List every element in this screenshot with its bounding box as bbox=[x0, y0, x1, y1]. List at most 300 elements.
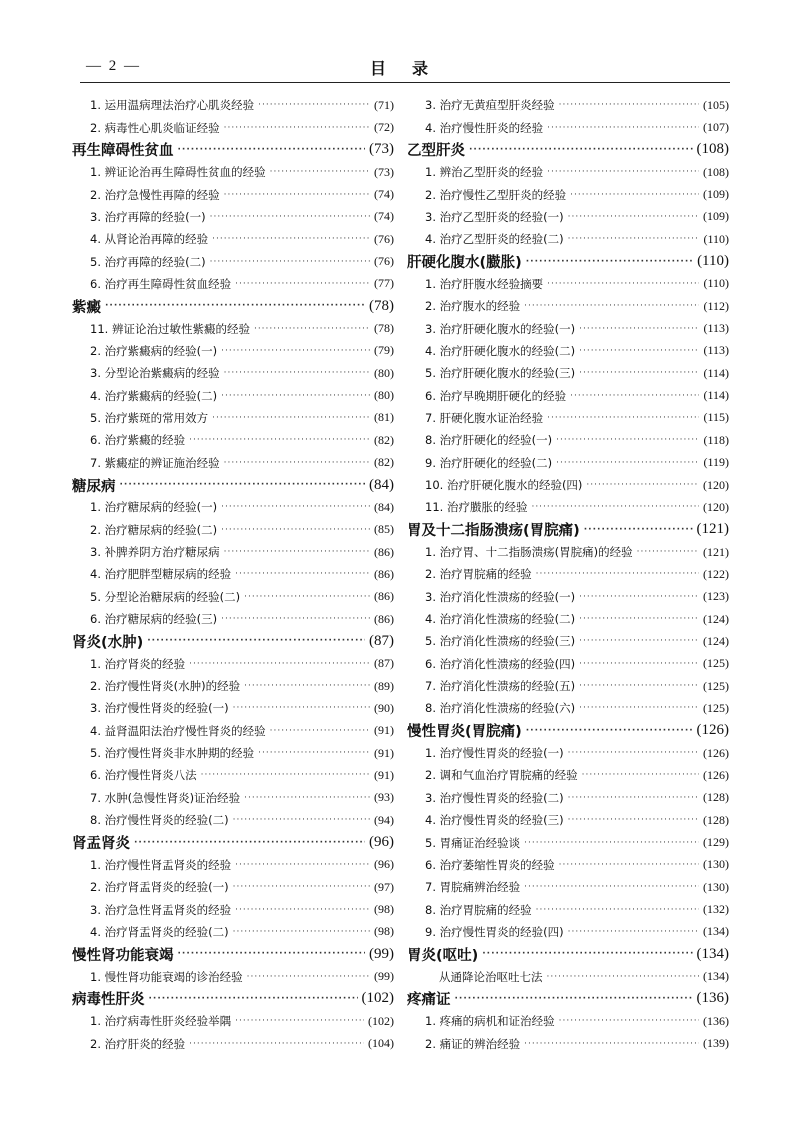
dot-leader bbox=[235, 1016, 364, 1026]
dot-leader bbox=[531, 502, 699, 512]
toc-page-number: (123) bbox=[703, 589, 729, 604]
dot-leader bbox=[221, 614, 370, 624]
dot-leader bbox=[637, 547, 699, 557]
dot-leader bbox=[244, 592, 370, 602]
toc-entry-title: 6. 治疗紫癜的经验 bbox=[90, 433, 186, 448]
dot-leader bbox=[524, 882, 699, 892]
toc-entry bbox=[407, 474, 729, 496]
toc-page-number: (113) bbox=[703, 343, 729, 358]
toc-entry-title: 8. 治疗慢性肾炎的经验(二) bbox=[90, 813, 229, 828]
toc-section-heading bbox=[407, 250, 729, 272]
toc-entry-title: 1. 治疗慢性肾盂肾炎的经验 bbox=[90, 857, 232, 872]
toc-entry bbox=[407, 586, 729, 608]
toc-entry bbox=[407, 563, 729, 585]
toc-entry bbox=[407, 742, 729, 764]
dot-leader bbox=[258, 748, 370, 758]
toc-page-number: (98) bbox=[374, 924, 394, 939]
toc-entry-title: 1. 治疗肾炎的经验 bbox=[90, 656, 186, 671]
toc-entry-title: 从通降论治呕吐七法 bbox=[439, 969, 543, 984]
toc-entry bbox=[72, 675, 394, 697]
dot-leader bbox=[584, 525, 693, 535]
toc-page-number: (130) bbox=[703, 879, 729, 894]
dot-leader bbox=[556, 458, 699, 468]
toc-entry-title: 1. 辨治乙型肝炎的经验 bbox=[425, 165, 544, 180]
dot-leader bbox=[147, 636, 365, 646]
toc-entry bbox=[72, 586, 394, 608]
dot-leader bbox=[221, 502, 370, 512]
toc-entry bbox=[407, 965, 729, 987]
toc-entry-title: 2. 痛证的辨治经验 bbox=[425, 1036, 521, 1051]
toc-entry bbox=[72, 697, 394, 719]
dot-leader bbox=[201, 770, 370, 780]
dot-leader bbox=[526, 257, 693, 267]
dot-leader bbox=[247, 972, 370, 982]
dot-leader bbox=[221, 525, 370, 535]
toc-page-number: (115) bbox=[703, 410, 729, 425]
toc-entry bbox=[407, 898, 729, 920]
toc-page-number: (86) bbox=[374, 589, 394, 604]
toc-entry-title: 2. 治疗慢性乙型肝炎的经验 bbox=[425, 187, 567, 202]
toc-entry-title: 5. 治疗慢性肾炎非水肿期的经验 bbox=[90, 746, 255, 761]
toc-page-number: (102) bbox=[368, 1013, 394, 1028]
toc-entry bbox=[72, 496, 394, 518]
toc-page-number: (77) bbox=[374, 276, 394, 291]
toc-entry-title: 6. 治疗早晚期肝硬化的经验 bbox=[425, 388, 567, 403]
header-rule bbox=[80, 82, 730, 83]
toc-entry-title: 2. 治疗慢性肾炎(水肿)的经验 bbox=[90, 679, 241, 694]
toc-page-number: (129) bbox=[703, 835, 729, 850]
toc-entry-title: 2. 治疗紫癜病的经验(一) bbox=[90, 343, 218, 358]
dot-leader bbox=[244, 793, 370, 803]
toc-page-number: (125) bbox=[703, 678, 729, 693]
toc-entry bbox=[407, 384, 729, 406]
dot-leader bbox=[579, 368, 699, 378]
toc-column-right bbox=[407, 94, 729, 1055]
toc-entry-title: 3. 治疗无黄疸型肝炎经验 bbox=[425, 98, 555, 113]
toc-entry-title: 疼痛证 bbox=[407, 992, 451, 1009]
toc-page-number: (134) bbox=[703, 924, 729, 939]
dot-leader bbox=[224, 190, 370, 200]
toc-entry bbox=[407, 831, 729, 853]
toc-entry bbox=[72, 362, 394, 384]
toc-entry-title: 3. 治疗肝硬化腹水的经验(一) bbox=[425, 321, 576, 336]
dot-leader bbox=[455, 994, 693, 1004]
toc-page-number: (107) bbox=[703, 120, 729, 135]
toc-entry-title: 8. 治疗肝硬化的经验(一) bbox=[425, 433, 553, 448]
toc-page-number: (120) bbox=[703, 499, 729, 514]
toc-page-number: (87) bbox=[369, 632, 394, 649]
dot-leader bbox=[524, 838, 699, 848]
toc-entry-title: 1. 辨证论治再生障碍性贫血的经验 bbox=[90, 165, 266, 180]
toc-entry bbox=[407, 764, 729, 786]
toc-page-number: (74) bbox=[374, 187, 394, 202]
toc-page-number: (80) bbox=[374, 388, 394, 403]
toc-section-heading bbox=[72, 630, 394, 652]
toc-page-number: (82) bbox=[374, 455, 394, 470]
dot-leader bbox=[568, 234, 700, 244]
toc-entry bbox=[72, 519, 394, 541]
dot-leader bbox=[210, 212, 370, 222]
toc-entry-title: 慢性胃炎(胃脘痛) bbox=[407, 724, 522, 741]
toc-page-number: (114) bbox=[703, 388, 729, 403]
toc-entry bbox=[72, 317, 394, 339]
dot-leader bbox=[244, 681, 370, 691]
toc-entry bbox=[72, 876, 394, 898]
dot-leader bbox=[559, 100, 699, 110]
toc-entry-title: 6. 治疗消化性溃疡的经验(四) bbox=[425, 656, 576, 671]
dot-leader bbox=[568, 748, 699, 758]
toc-entry bbox=[407, 183, 729, 205]
dot-leader bbox=[210, 257, 370, 267]
toc-entry-title: 3. 治疗慢性胃炎的经验(二) bbox=[425, 790, 564, 805]
toc-page-number: (96) bbox=[374, 857, 394, 872]
toc-entry bbox=[407, 921, 729, 943]
toc-entry-title: 3. 治疗慢性肾炎的经验(一) bbox=[90, 701, 229, 716]
toc-entry bbox=[407, 273, 729, 295]
dot-leader bbox=[568, 815, 699, 825]
toc-page-number: (109) bbox=[703, 187, 729, 202]
toc-entry-title: 1. 治疗糖尿病的经验(一) bbox=[90, 500, 218, 515]
toc-entry-title: 1. 治疗胃、十二指肠溃疡(胃脘痛)的经验 bbox=[425, 545, 633, 560]
toc-page-number: (86) bbox=[374, 566, 394, 581]
toc-page-number: (128) bbox=[703, 812, 729, 827]
toc-page-number: (121) bbox=[696, 521, 729, 538]
toc-page-number: (139) bbox=[703, 1036, 729, 1051]
toc-entry-title: 9. 治疗肝硬化的经验(二) bbox=[425, 455, 553, 470]
toc-entry bbox=[72, 541, 394, 563]
page-number: — 2 — bbox=[86, 58, 141, 74]
dot-leader bbox=[586, 480, 699, 490]
toc-column-left bbox=[72, 94, 394, 1055]
toc-entry bbox=[72, 340, 394, 362]
toc-page-number: (128) bbox=[703, 790, 729, 805]
toc-entry bbox=[407, 161, 729, 183]
toc-entry-title: 5. 胃痛证治经验谈 bbox=[425, 835, 521, 850]
dot-leader bbox=[524, 1039, 699, 1049]
dot-leader bbox=[233, 703, 370, 713]
dot-leader bbox=[105, 301, 365, 311]
toc-section-heading bbox=[407, 988, 729, 1010]
toc-entry bbox=[72, 273, 394, 295]
toc-entry-title: 再生障碍性贫血 bbox=[72, 143, 174, 160]
toc-entry-title: 4. 治疗肾盂肾炎的经验(二) bbox=[90, 924, 229, 939]
dot-leader bbox=[134, 838, 365, 848]
toc-entry bbox=[72, 183, 394, 205]
toc-entry bbox=[72, 429, 394, 451]
dot-leader bbox=[224, 547, 370, 557]
toc-entry-title: 2. 治疗腹水的经验 bbox=[425, 299, 521, 314]
toc-page-number: (132) bbox=[703, 902, 729, 917]
toc-entry bbox=[72, 608, 394, 630]
toc-entry bbox=[407, 809, 729, 831]
toc-entry-title: 1. 治疗肝腹水经验摘要 bbox=[425, 276, 544, 291]
toc-page-number: (71) bbox=[374, 97, 394, 112]
toc-page-number: (114) bbox=[703, 365, 729, 380]
toc-entry-title: 4. 从肾论治再障的经验 bbox=[90, 232, 209, 247]
toc-entry bbox=[72, 116, 394, 138]
dot-leader bbox=[570, 391, 699, 401]
toc-entry-title: 肾炎(水肿) bbox=[72, 634, 144, 651]
dot-leader bbox=[559, 860, 699, 870]
dot-leader bbox=[568, 212, 699, 222]
dot-leader bbox=[547, 972, 700, 982]
toc-entry-title: 4. 治疗肥胖型糖尿病的经验 bbox=[90, 567, 232, 582]
toc-entry bbox=[72, 228, 394, 250]
toc-entry-title: 1. 治疗病毒性肝炎经验举隅 bbox=[90, 1014, 232, 1029]
toc-page-number: (87) bbox=[374, 656, 394, 671]
dot-leader bbox=[547, 167, 699, 177]
toc-entry bbox=[72, 965, 394, 987]
toc-page-number: (125) bbox=[703, 656, 729, 671]
toc-entry-title: 2. 治疗肝炎的经验 bbox=[90, 1036, 186, 1051]
toc-entry bbox=[407, 496, 729, 518]
toc-page-number: (91) bbox=[374, 723, 394, 738]
toc-entry-title: 2. 调和气血治疗胃脘痛的经验 bbox=[425, 768, 578, 783]
toc-page-number: (110) bbox=[703, 276, 729, 291]
toc-entry bbox=[407, 787, 729, 809]
dot-leader bbox=[189, 435, 370, 445]
toc-page-number: (89) bbox=[374, 678, 394, 693]
toc-entry-title: 胃及十二指肠溃疡(胃脘痛) bbox=[407, 523, 580, 540]
toc-entry-title: 5. 治疗肝硬化腹水的经验(三) bbox=[425, 366, 576, 381]
dot-leader bbox=[212, 413, 370, 423]
toc-entry bbox=[72, 854, 394, 876]
toc-entry-title: 7. 胃脘痛辨治经验 bbox=[425, 880, 521, 895]
toc-entry-title: 乙型肝炎 bbox=[407, 143, 465, 160]
toc-entry bbox=[407, 317, 729, 339]
toc-page-number: (85) bbox=[374, 522, 394, 537]
toc-entry-title: 11. 辨证论治过敏性紫癜的经验 bbox=[90, 321, 250, 336]
dot-leader bbox=[224, 368, 370, 378]
toc-entry-title: 3. 分型论治紫癜病的经验 bbox=[90, 366, 220, 381]
toc-page-number: (81) bbox=[374, 410, 394, 425]
toc-page-number: (113) bbox=[703, 321, 729, 336]
toc-entry-title: 10. 治疗肝硬化腹水的经验(四) bbox=[425, 478, 583, 493]
toc-entry-title: 1. 疼痛的病机和证治经验 bbox=[425, 1014, 555, 1029]
toc-entry-title: 6. 治疗再生障碍性贫血经验 bbox=[90, 276, 232, 291]
dot-leader bbox=[579, 592, 699, 602]
toc-page-number: (98) bbox=[374, 902, 394, 917]
dot-leader bbox=[149, 994, 358, 1004]
toc-page-number: (120) bbox=[703, 477, 729, 492]
toc-entry-title: 5. 分型论治糖尿病的经验(二) bbox=[90, 589, 241, 604]
toc-page-number: (91) bbox=[374, 745, 394, 760]
toc-page-number: (94) bbox=[374, 812, 394, 827]
dot-leader bbox=[270, 726, 370, 736]
toc-section-heading bbox=[407, 943, 729, 965]
toc-page-number: (108) bbox=[696, 141, 729, 158]
toc-entry bbox=[72, 720, 394, 742]
dot-leader bbox=[235, 569, 370, 579]
toc-entry bbox=[407, 675, 729, 697]
toc-entry bbox=[72, 921, 394, 943]
dot-leader bbox=[568, 927, 699, 937]
toc-entry-title: 7. 治疗消化性溃疡的经验(五) bbox=[425, 679, 576, 694]
toc-page-number: (134) bbox=[703, 969, 729, 984]
toc-entry bbox=[72, 742, 394, 764]
toc-entry-title: 1. 治疗慢性胃炎的经验(一) bbox=[425, 746, 564, 761]
dot-leader bbox=[526, 726, 693, 736]
toc-entry-title: 3. 治疗急性肾盂肾炎的经验 bbox=[90, 902, 232, 917]
toc-page-number: (86) bbox=[374, 611, 394, 626]
toc-entry-title: 4. 治疗慢性胃炎的经验(三) bbox=[425, 813, 564, 828]
toc-page-number: (110) bbox=[703, 231, 729, 246]
toc-page-number: (80) bbox=[374, 365, 394, 380]
toc-section-heading bbox=[407, 720, 729, 742]
toc-page-number: (121) bbox=[703, 544, 729, 559]
toc-page-number: (130) bbox=[703, 857, 729, 872]
toc-page-number: (109) bbox=[703, 209, 729, 224]
toc-entry-title: 8. 治疗消化性溃疡的经验(六) bbox=[425, 701, 576, 716]
dot-leader bbox=[212, 234, 370, 244]
toc-page-number: (108) bbox=[703, 164, 729, 179]
toc-entry-title: 5. 治疗再障的经验(二) bbox=[90, 254, 206, 269]
toc-entry-title: 糖尿病 bbox=[72, 478, 116, 495]
toc-entry-title: 2. 治疗肾盂肾炎的经验(一) bbox=[90, 880, 229, 895]
dot-leader bbox=[568, 793, 699, 803]
toc-entry-title: 4. 治疗肝硬化腹水的经验(二) bbox=[425, 343, 576, 358]
dot-leader bbox=[579, 324, 699, 334]
toc-entry bbox=[72, 787, 394, 809]
toc-entry bbox=[72, 206, 394, 228]
toc-page-number: (126) bbox=[703, 745, 729, 760]
toc-entry bbox=[407, 116, 729, 138]
toc-entry bbox=[407, 854, 729, 876]
toc-entry-title: 6. 治疗糖尿病的经验(三) bbox=[90, 612, 218, 627]
toc-page-number: (122) bbox=[703, 566, 729, 581]
toc-entry-title: 紫癜 bbox=[72, 299, 101, 316]
toc-entry-title: 7. 紫癜症的辨证施治经验 bbox=[90, 455, 220, 470]
toc-entry bbox=[407, 295, 729, 317]
toc-page-number: (78) bbox=[369, 297, 394, 314]
dot-leader bbox=[524, 301, 699, 311]
dot-leader bbox=[579, 346, 699, 356]
dot-leader bbox=[469, 145, 693, 155]
dot-leader bbox=[235, 905, 370, 915]
toc-page-number: (91) bbox=[374, 767, 394, 782]
dot-leader bbox=[579, 681, 699, 691]
toc-entry-title: 2. 治疗急慢性再障的经验 bbox=[90, 187, 220, 202]
toc-page-number: (118) bbox=[703, 432, 729, 447]
dot-leader bbox=[582, 770, 699, 780]
toc-page-number: (84) bbox=[369, 476, 394, 493]
toc-page-number: (104) bbox=[368, 1036, 394, 1051]
toc-page-number: (136) bbox=[703, 1013, 729, 1028]
toc-entry bbox=[72, 764, 394, 786]
toc-entry bbox=[72, 1032, 394, 1054]
toc-page-number: (126) bbox=[703, 767, 729, 782]
toc-entry bbox=[407, 429, 729, 451]
toc-entry bbox=[407, 1032, 729, 1054]
dot-leader bbox=[579, 659, 699, 669]
toc-entry bbox=[407, 94, 729, 116]
toc-entry bbox=[407, 407, 729, 429]
dot-leader bbox=[482, 949, 692, 959]
dot-leader bbox=[579, 614, 699, 624]
toc-entry-title: 5. 治疗消化性溃疡的经验(三) bbox=[425, 634, 576, 649]
toc-page-number: (105) bbox=[703, 97, 729, 112]
toc-entry-title: 4. 治疗紫癜病的经验(二) bbox=[90, 388, 218, 403]
toc-entry bbox=[407, 340, 729, 362]
toc-entry bbox=[407, 653, 729, 675]
toc-entry bbox=[72, 384, 394, 406]
toc-entry-title: 慢性肾功能衰竭 bbox=[72, 947, 174, 964]
toc-entry-title: 2. 治疗糖尿病的经验(二) bbox=[90, 522, 218, 537]
toc-entry-title: 4. 治疗消化性溃疡的经验(二) bbox=[425, 612, 576, 627]
dot-leader bbox=[120, 480, 366, 490]
toc-page-number: (124) bbox=[703, 633, 729, 648]
toc-entry bbox=[72, 250, 394, 272]
dot-leader bbox=[235, 279, 370, 289]
toc-entry-title: 4. 益肾温阳法治疗慢性肾炎的经验 bbox=[90, 723, 266, 738]
dot-leader bbox=[233, 882, 370, 892]
dot-leader bbox=[178, 949, 366, 959]
toc-entry-title: 6. 治疗慢性肾炎八法 bbox=[90, 768, 197, 783]
toc-entry bbox=[407, 541, 729, 563]
toc-section-heading bbox=[407, 519, 729, 541]
toc-entry bbox=[72, 653, 394, 675]
toc-entry-title: 7. 水肿(急慢性肾炎)证治经验 bbox=[90, 790, 241, 805]
toc-entry-title: 1. 运用温病理法治疗心肌炎经验 bbox=[90, 98, 255, 113]
toc-entry bbox=[72, 452, 394, 474]
dot-leader bbox=[270, 167, 370, 177]
dot-leader bbox=[235, 860, 370, 870]
dot-leader bbox=[536, 569, 699, 579]
toc-page-number: (110) bbox=[697, 253, 729, 270]
dot-leader bbox=[556, 435, 699, 445]
toc-section-heading bbox=[72, 988, 394, 1010]
dot-leader bbox=[547, 279, 699, 289]
toc-section-heading bbox=[72, 831, 394, 853]
toc-entry-title: 6. 治疗萎缩性胃炎的经验 bbox=[425, 857, 555, 872]
toc-entry bbox=[72, 563, 394, 585]
dot-leader bbox=[178, 145, 366, 155]
toc-entry-title: 9. 治疗慢性胃炎的经验(四) bbox=[425, 924, 564, 939]
toc-page-number: (126) bbox=[696, 722, 729, 739]
dot-leader bbox=[221, 346, 370, 356]
dot-leader bbox=[254, 324, 370, 334]
toc-page-number: (136) bbox=[696, 990, 729, 1007]
toc-entry bbox=[407, 206, 729, 228]
dot-leader bbox=[547, 123, 699, 133]
toc-page-number: (79) bbox=[374, 343, 394, 358]
toc-page-number: (119) bbox=[703, 455, 729, 470]
toc-entry-title: 5. 治疗紫斑的常用效方 bbox=[90, 410, 209, 425]
toc-section-heading bbox=[72, 474, 394, 496]
toc-entry bbox=[407, 362, 729, 384]
toc-page-number: (134) bbox=[696, 945, 729, 962]
toc-page-number: (73) bbox=[369, 141, 394, 158]
toc-entry-title: 1. 慢性肾功能衰竭的诊治经验 bbox=[90, 969, 243, 984]
toc-page-number: (78) bbox=[374, 321, 394, 336]
dot-leader bbox=[189, 1039, 364, 1049]
toc-entry bbox=[72, 94, 394, 116]
toc-entry-title: 3. 治疗乙型肝炎的经验(一) bbox=[425, 209, 564, 224]
toc-entry-title: 7. 肝硬化腹水证治经验 bbox=[425, 410, 544, 425]
toc-entry-title: 8. 治疗胃脘痛的经验 bbox=[425, 902, 532, 917]
toc-entry bbox=[72, 1010, 394, 1032]
toc-page-number: (97) bbox=[374, 879, 394, 894]
toc-entry bbox=[72, 809, 394, 831]
toc-entry-title: 11. 治疗臌胀的经验 bbox=[425, 500, 528, 515]
toc-entry-title: 2. 病毒性心肌炎临证经验 bbox=[90, 120, 220, 135]
toc-page-number: (99) bbox=[374, 969, 394, 984]
dot-leader bbox=[224, 123, 370, 133]
toc-entry-title: 3. 治疗再障的经验(一) bbox=[90, 209, 206, 224]
dot-leader bbox=[224, 458, 370, 468]
toc-section-heading bbox=[72, 139, 394, 161]
dot-leader bbox=[547, 413, 699, 423]
